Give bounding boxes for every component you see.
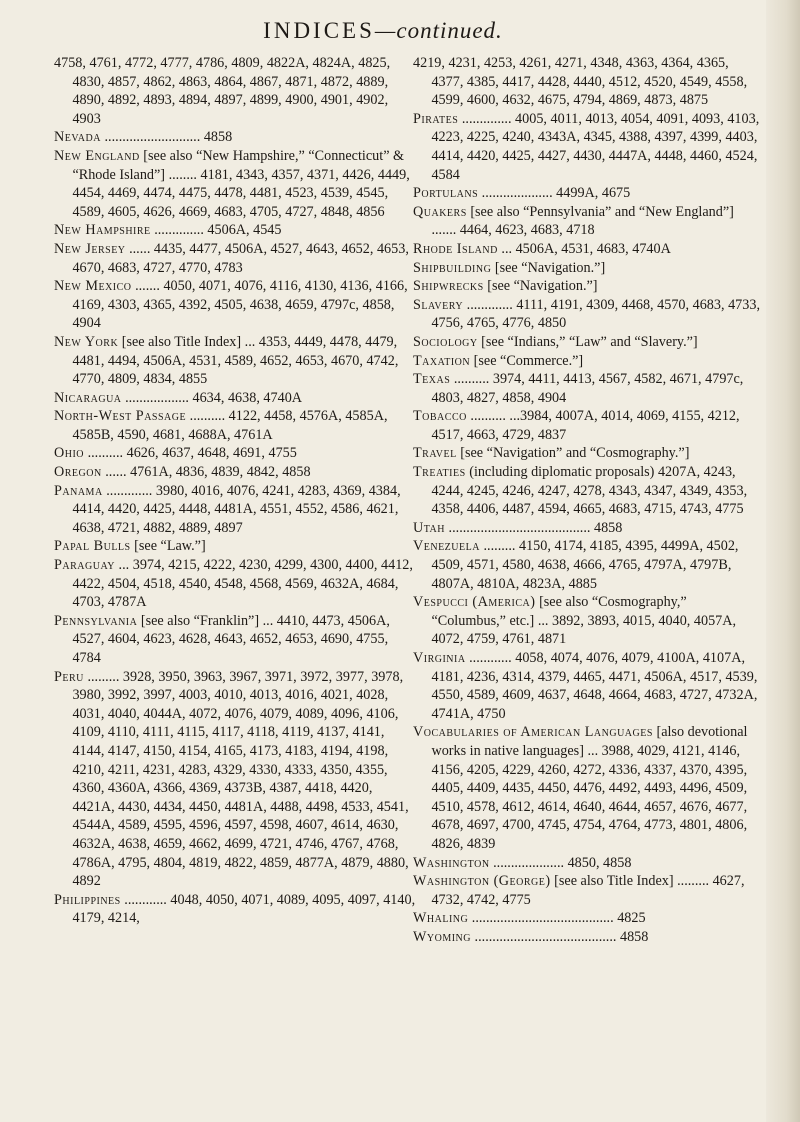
entry-references: [see “Navigation” and “Cosmography.”] [456,445,690,462]
page-edge-shadow [766,0,800,1122]
entry-references: .............. 4005, 4011, 4013, 4054, 4091, 4093, 4103, 4223, 4225, 4240, 4343A, 4345, 4388, 4397, 4399, 4403, 4414, 4420, 4425, 4427, 4430, 4447A, 4448, 4460, 4524, 4584 [431,110,760,183]
entry-heading: Philippines [54,891,121,908]
index-entry [54,277,418,333]
index-entry [54,389,418,408]
index-entry [413,184,761,203]
entry-references: ............. 4111, 4191, 4309, 4468, 4570, 4683, 4733, 4756, 4765, 4776, 4850 [431,296,760,332]
entry-heading: Whaling [413,910,469,927]
entry-heading: Oregon [54,464,102,481]
entry-heading: Treaties [413,464,466,481]
entry-heading: Nicaragua [54,389,122,406]
index-entry [413,407,761,444]
index-entry [413,537,761,593]
entry-heading: Shipbuilding [413,259,492,276]
entry-heading: Tobacco [413,408,467,425]
entry-references: [see also “Cosmography,” “Columbus,” etc.] ... 3892, 3893, 4015, 4040, 4057A, 4072, 4759, 4761, 4871 [431,594,737,648]
entry-heading: Paraguay [54,557,115,574]
entry-references: ... 3974, 4215, 4222, 4230, 4299, 4300, 4400, 4412, 4422, 4504, 4518, 4540, 4548, 4568, 4569, 4632A, 4684, 4703, 4787A [72,557,413,611]
entry-references: [see “Indians,” “Law” and “Slavery.”] [477,333,698,350]
index-entry [413,277,761,296]
entry-references: ........................... 4858 [100,129,233,146]
index-entry [54,891,418,928]
index-entry [54,333,418,389]
entry-references: ........................................ 4858 [445,519,623,536]
left-column [54,54,418,928]
entry-references: .......... 4626, 4637, 4648, 4691, 4755 [84,445,297,462]
index-entry [413,519,761,538]
index-entry [413,444,761,463]
index-entry [413,928,761,947]
index-entry [413,370,761,407]
index-entry [413,259,761,278]
index-entry [413,593,761,649]
index-entry [413,872,761,909]
entry-heading: Ohio [54,445,85,462]
entry-heading: New York [54,333,119,350]
entry-references: .......... 4122, 4458, 4576A, 4585A, 4585B, 4590, 4681, 4688A, 4761A [72,408,388,443]
entry-references: ....... 4050, 4071, 4076, 4116, 4130, 4136, 4166, 4169, 4303, 4365, 4392, 4505, 4638, 4659, 4797c, 4858, 4904 [72,278,408,332]
index-entry [54,463,418,482]
entry-heading: Shipwrecks [413,278,484,295]
right-column [413,54,761,947]
index-entry [413,649,761,723]
index-entry [54,221,418,240]
entry-references: (including diplomatic proposals) 4207A, 4243, 4244, 4245, 4246, 4247, 4278, 4343, 4347, 4349, 4353, 4358, 4406, 4487, 4594, 4665, 4683, 4715, 4743, 4775 [431,464,748,518]
entry-heading: Rhode Island [413,240,498,257]
entry-references: ...... 4435, 4477, 4506A, 4527, 4643, 4652, 4653, 4670, 4683, 4727, 4770, 4783 [72,240,409,276]
entry-heading: Panama [54,482,103,499]
entry-heading: Portulans [413,185,479,202]
entry-references: .......... 3974, 4411, 4413, 4567, 4582, 4671, 4797c, 4803, 4827, 4858, 4904 [431,371,744,406]
entry-heading: Travel [413,445,457,462]
page-header [0,18,766,44]
entry-heading: Texas [413,371,451,388]
entry-references: [see also “Pennsylvania” and “New England”] ....... 4464, 4623, 4683, 4718 [431,203,734,239]
entry-heading: Vespucci (America) [413,594,536,611]
entry-heading: Papal Bulls [54,538,131,555]
entry-references: [see “Law.”] [130,538,206,555]
index-entry [413,463,761,519]
index-entry [413,240,761,259]
entry-heading: Pennsylvania [54,612,138,629]
entry-heading: Virginia [413,650,466,666]
entry-references: [see also Title Index] ... 4353, 4449, 4478, 4479, 4481, 4494, 4506A, 4531, 4589, 4652, 4653, 4670, 4742, 4770, 4809, 4834, 4855 [72,333,399,388]
index-entry [413,723,761,853]
entry-heading: New England [54,147,140,164]
entry-references: [also devotional works in native languages] ... 3988, 4029, 4121, 4146, 4156, 4205, 4229, 4260, 4272, 4336, 4337, 4370, 4395, 4405, 4409, 4435, 4450, 4476, 4492, 4493, 4496, 4509, 4510, 4578, 4612, 4614, 4640, 4644, 4657, 4676, 4677, 4678, 4697, 4700, 4745, 4754, 4764, 4773, 4801, 4806, 4826, 4839 [431,724,748,852]
entry-references: ... 4506A, 4531, 4683, 4740A [497,240,671,257]
entry-references: .............. 4506A, 4545 [150,222,282,239]
entry-references: .................... 4499A, 4675 [478,185,631,202]
entry-references: [see “Commerce.”] [470,352,584,369]
entry-heading: Pirates [413,110,459,127]
entry-heading: New Hampshire [54,222,151,239]
entry-heading: Wyoming [413,928,471,945]
entry-references: ........................................ 4825 [468,910,646,927]
index-entry [413,203,761,240]
index-entry [413,54,761,110]
entry-heading: Washington (George) [413,873,551,890]
index-entry [413,296,761,333]
entry-references: ............ 4058, 4074, 4076, 4079, 4100A, 4107A, 4181, 4236, 4314, 4379, 4465, 4471, 4506A, 4517, 4539, 4550, 4589, 4609, 4637, 4648, 4664, 4683, 4727, 4732A, 4741A, 4750 [431,650,758,722]
index-entry [413,352,761,371]
index-entry [54,444,418,463]
index-entry [54,612,418,668]
entry-references: [see also Title Index] ......... 4627, 4732, 4742, 4775 [431,873,745,908]
entry-heading: North-West Passage [54,408,187,425]
entry-heading: Taxation [413,352,471,369]
entry-references: ......... 4150, 4174, 4185, 4395, 4499A, 4502, 4509, 4571, 4580, 4638, 4666, 4765, 4797A, 4797B, 4807A, 4810A, 4823A, 4885 [431,538,739,592]
entry-references: ............. 3980, 4016, 4076, 4241, 4283, 4369, 4384, 4414, 4420, 4425, 4448, 4481A, 4551, 4552, 4586, 4621, 4638, 4721, 4882, 4889, 4897 [72,482,401,536]
entry-heading: Quakers [413,203,467,220]
entry-heading: Sociology [413,333,478,350]
entry-heading: Peru [54,668,84,685]
entry-references: [see also “New Hampshire,” “Connecticut” & “Rhode Island”] ........ 4181, 4343, 4357, 4371, 4426, 4449, 4454, 4469, 4474, 4475, 4478, 4481, 4523, 4539, 4545, 4589, 4605, 4626, 4669, 4683, 4705, 4727, 4848, 4856 [72,147,410,220]
entry-heading: Venezuela [413,538,480,555]
entry-references: [see “Navigation.”] [483,278,598,295]
index-entry [54,128,418,147]
index-entry [413,909,761,928]
entry-heading: New Mexico [54,278,132,295]
index-entry [413,854,761,873]
entry-references: ........................................ 4858 [471,928,649,945]
index-entry [54,482,418,538]
index-entry [54,407,418,444]
entry-heading: New Jersey [54,240,126,257]
header-continued: —continued. [374,18,503,43]
entry-references: ...... 4761A, 4836, 4839, 4842, 4858 [101,464,311,481]
entry-references: [see also “Franklin”] ... 4410, 4473, 4506A, 4527, 4604, 4623, 4628, 4643, 4652, 4653, 4690, 4755, 4784 [72,612,390,666]
entry-references: ......... 3928, 3950, 3963, 3967, 3971, 3972, 3977, 3978, 3980, 3992, 3997, 4003, 4010, 4013, 4016, 4021, 4028, 4031, 4040, 4044A, 4072, 4076, 4079, 4089, 4096, 4106, 4109, 4110, 4111, 4115, 4117, 4118, 4119, 4137, 4141, 4144, 4147, 4150, 4154, 4165, 4173, 4183, 4194, 4198, 4210, 4211, 4231, 4283, 4329, 4330, 4333, 4350, 4355, 4360, 4360A, 4366, 4369, 4373B, 4387, 4418, 4420, 4421A, 4430, 4434, 4450, 4481A, 4488, 4498, 4533, 4541, 4544A, 4589, 4595, 4596, 4597, 4598, 4607, 4614, 4630, 4632A, 4638, 4659, 4662, 4699, 4721, 4746, 4767, 4768, 4786A, 4795, 4804, 4819, 4822, 4859, 4877A, 4879, 4880, 4892 [72,668,409,890]
entry-heading: Vocabularies of American Languages [413,724,653,741]
entry-heading: Nevada [54,129,101,146]
index-entry [54,668,418,891]
index-entry [54,556,418,612]
entry-references: 4219, 4231, 4253, 4261, 4271, 4348, 4363, 4364, 4365, 4377, 4385, 4417, 4428, 4440, 4512, 4520, 4549, 4558, 4599, 4600, 4632, 4675, 4794, 4869, 4873, 4875 [413,55,748,109]
index-entry [54,537,418,556]
entry-references: 4758, 4761, 4772, 4777, 4786, 4809, 4822A, 4824A, 4825, 4830, 4857, 4862, 4863, 4864, 4867, 4871, 4872, 4889, 4890, 4892, 4893, 4894, 4897, 4899, 4900, 4901, 4902, 4903 [54,55,391,127]
entry-references: .......... ...3984, 4007A, 4014, 4069, 4155, 4212, 4517, 4663, 4729, 4837 [431,408,740,443]
index-entry [54,240,418,277]
entry-references: [see “Navigation.”] [491,259,606,276]
index-entry [413,333,761,352]
header-title: INDICES [263,18,375,43]
entry-references: .................... 4850, 4858 [489,854,632,871]
entry-references: .................. 4634, 4638, 4740A [121,389,303,406]
index-entry [54,147,418,221]
entry-heading: Slavery [413,296,464,313]
entry-heading: Utah [413,519,445,536]
index-entry [54,54,418,128]
index-entry [413,110,761,184]
entry-heading: Washington [413,854,490,871]
entry-references: ............ 4048, 4050, 4071, 4089, 4095, 4097, 4140, 4179, 4214, [72,891,416,927]
